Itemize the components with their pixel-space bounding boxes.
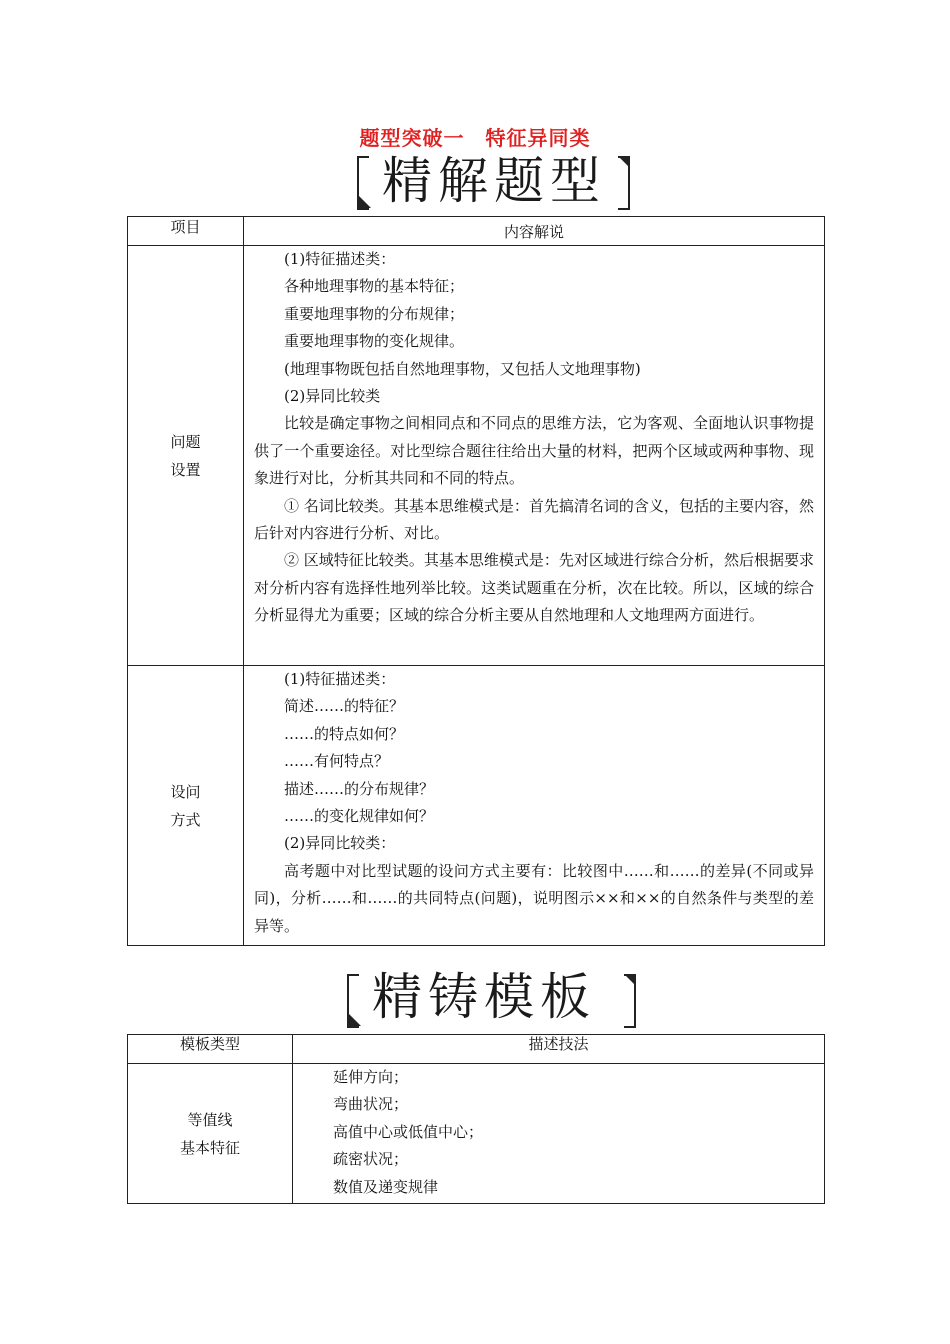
section-banner-label: 精解题型 bbox=[382, 152, 606, 210]
row-category-label: 基本特征 bbox=[179, 1138, 240, 1157]
content-line: ……的变化规律如何？ bbox=[284, 807, 435, 826]
table-header-cell: 项目 bbox=[128, 217, 244, 246]
bracket-corner-mark bbox=[349, 1014, 361, 1026]
row-category-label: 设问 bbox=[170, 782, 201, 801]
table-header-cell: 模板类型 bbox=[128, 1035, 293, 1064]
content-line: ……的特点如何？ bbox=[284, 724, 405, 743]
bracket-corner-mark bbox=[359, 196, 371, 208]
row-category-cell bbox=[128, 666, 244, 946]
content-line: (地理事物既包括自然地理事物，又包括人文地理事物) bbox=[284, 359, 641, 378]
row-category-label: 方式 bbox=[170, 810, 201, 829]
content-paragraph: ② 区域特征比较类。其基本思维模式是：先对区域进行综合分析，然后根据要求对分析内容有选择性地列举比较。这类试题重在分析，次在比较。所以，区域的综合分析显得尤为重要；区域的综合分析主要从自然地理和人文地理两方面进行。 bbox=[254, 551, 814, 625]
section-banner-label: 精铸模板 bbox=[372, 968, 596, 1026]
content-line: (1)特征描述类： bbox=[284, 250, 396, 268]
table-header-row bbox=[128, 1035, 825, 1064]
table-row bbox=[128, 1064, 825, 1204]
table-row bbox=[128, 666, 825, 946]
bracket-corner-mark bbox=[624, 974, 636, 986]
table-header-row bbox=[128, 217, 825, 246]
row-category-label: 问题 bbox=[170, 432, 201, 451]
bracket-corner-mark bbox=[618, 156, 630, 168]
content-line: 弯曲状况； bbox=[333, 1095, 409, 1114]
row-content-cell bbox=[244, 666, 825, 946]
table-row bbox=[128, 246, 825, 666]
question-type-table bbox=[127, 216, 825, 946]
content-line: (2)异同比较类 bbox=[284, 387, 381, 406]
table-header-cell: 内容解说 bbox=[244, 217, 825, 246]
template-table bbox=[127, 1034, 825, 1204]
content-line: (1)特征描述类： bbox=[284, 670, 396, 688]
row-category-cell bbox=[128, 246, 244, 666]
content-line: 高值中心或低值中心； bbox=[333, 1122, 484, 1141]
content-line: 延伸方向； bbox=[333, 1068, 409, 1086]
content-paragraph: 比较是确定事物之间相同点和不同点的思维方法，它为客观、全面地认识事物提供了一个重要途径。对比型综合题往往给出大量的材料，把两个区域或两种事物、现象进行对比，分析其共同和不同的特点。 bbox=[254, 414, 814, 488]
content-line: 疏密状况； bbox=[333, 1150, 409, 1169]
content-line: 各种地理事物的基本特征； bbox=[284, 277, 465, 296]
content-line: 描述……的分布规律？ bbox=[284, 779, 435, 798]
row-category-cell bbox=[128, 1064, 293, 1204]
content-line: 数值及递变规律 bbox=[333, 1177, 439, 1196]
row-content-cell bbox=[293, 1064, 825, 1204]
row-category-label: 设置 bbox=[170, 460, 201, 479]
content-paragraph: ① 名词比较类。其基本思维模式是：首先搞清名词的含义，包括的主要内容，然后针对内容进行分析、对比。 bbox=[254, 496, 814, 543]
row-content-cell bbox=[244, 246, 825, 666]
row-category-label: 等值线 bbox=[187, 1110, 233, 1129]
content-line: ……有何特点？ bbox=[284, 752, 390, 771]
content-line: (2)异同比较类： bbox=[284, 834, 396, 853]
content-paragraph: 高考题中对比型试题的设问方式主要有：比较图中……和……的差异(不同或异同)，分析……和……的共同特点(问题)，说明图示××和××的自然条件与类型的差异等。 bbox=[254, 861, 814, 935]
table-header-cell: 描述技法 bbox=[293, 1035, 825, 1064]
page-title: 题型突破一 特征异同类 bbox=[359, 126, 591, 150]
content-line: 重要地理事物的变化规律。 bbox=[284, 332, 465, 351]
content-line: 重要地理事物的分布规律； bbox=[284, 304, 465, 323]
content-line: 简述……的特征？ bbox=[284, 697, 405, 716]
